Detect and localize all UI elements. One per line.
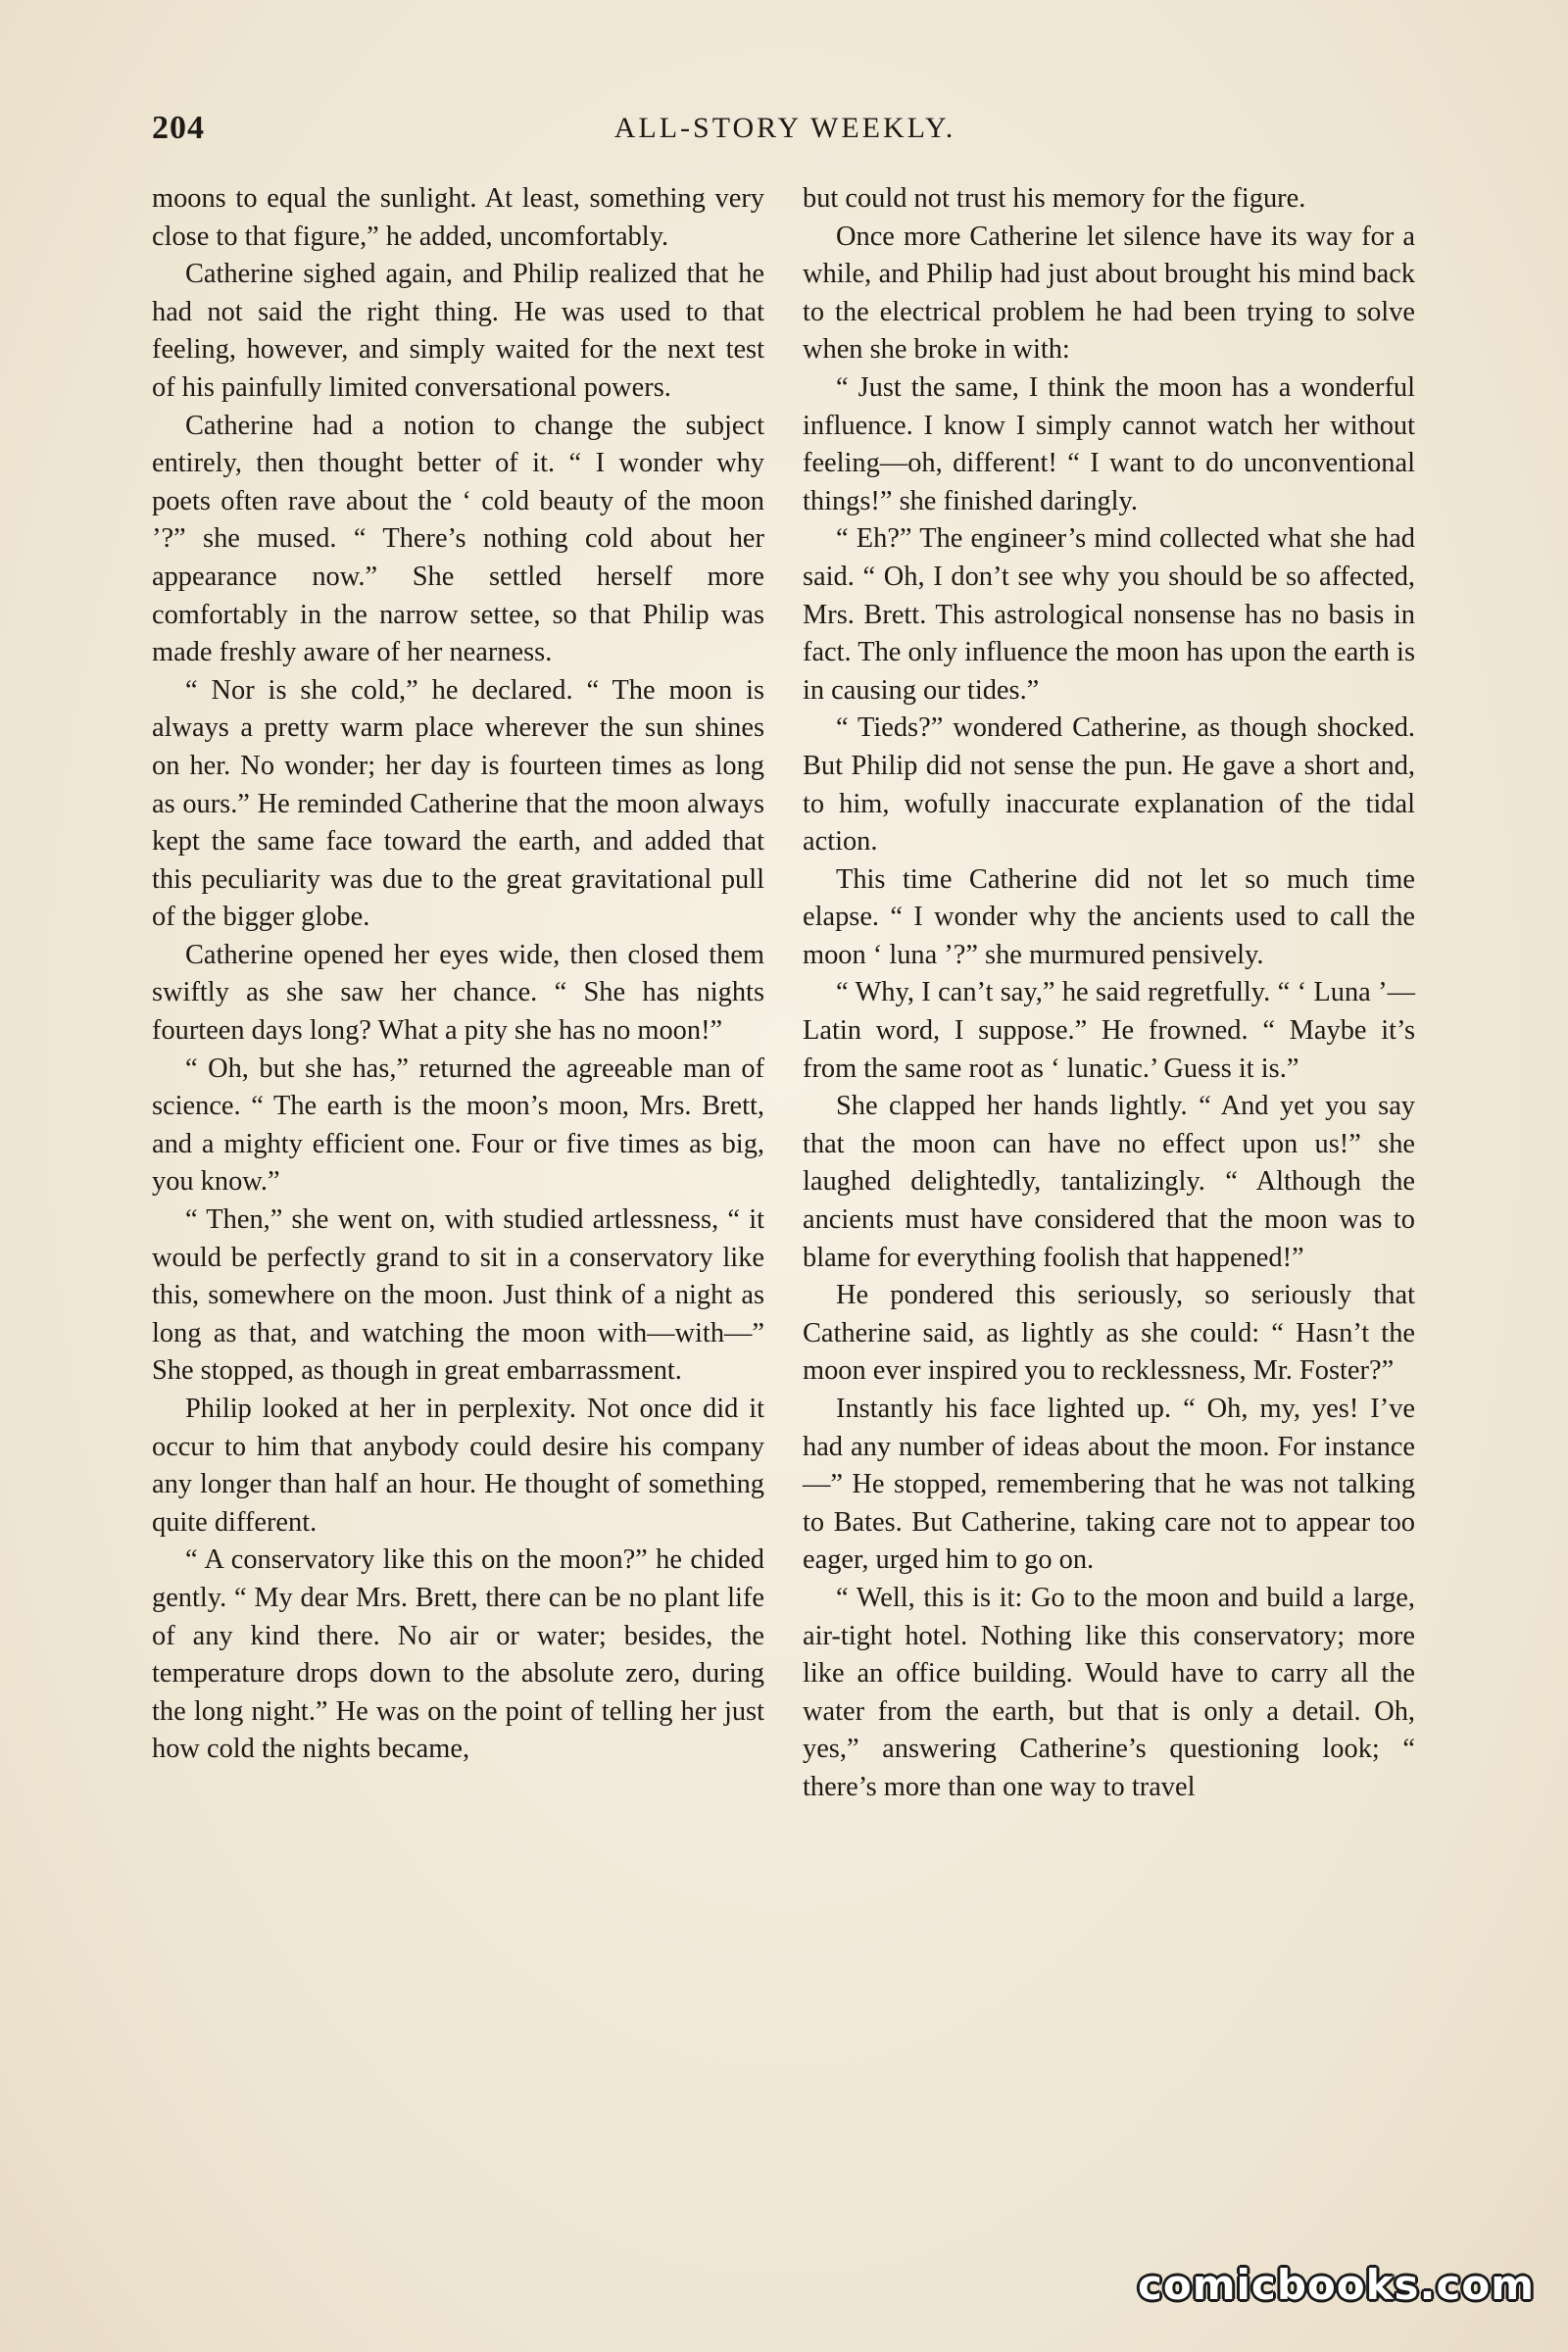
paragraph: “ Tieds?” wondered Catherine, as though shocked. But Philip did not sense the pun. He gave a short and, to him, wofully inaccurate explanation of the tidal action.: [803, 712, 1415, 858]
watermark: comicbooks.com: [1138, 2261, 1535, 2309]
paragraph: “ Nor is she cold,” he declared. “ The moon is always a pretty warm place wherever the sun shines on her. No wonder; her day is fourteen times as long as ours.” He reminded Catherine that the moon always kept the same face toward the earth, and added that this peculiarity was due to the great gravitational pull of the bigger globe.: [152, 674, 764, 933]
paragraph: Once more Catherine let silence have its way for a while, and Philip had just about brought his mind back to the electrical problem he had been trying to solve when she broke in with:: [803, 220, 1415, 366]
paragraph: She clapped her hands lightly. “ And yet you say that the moon can have no effect upon us!” she laughed delightedly, tantalizingly. “ Although the ancients must have considered that the moon was to blame for everything foolish that happened!”: [803, 1091, 1415, 1273]
paragraph: “ Oh, but she has,” returned the agreeable man of science. “ The earth is the moon’s moon, Mrs. Brett, and a mighty efficient one. Four or five times as big, you know.”: [152, 1053, 764, 1198]
left-column: [152, 180, 764, 1769]
paragraph: Philip looked at her in perplexity. Not once did it occur to him that anybody could desire his company any longer than half an hour. He thought of something quite different.: [152, 1394, 764, 1538]
paragraph: “ Then,” she went on, with studied artlessness, “ it would be perfectly grand to sit in a conservatory like this, somewhere on the moon. Just think of a night as long as that, and watching the moon with—with—” She stopped, as though in great embarrassment.: [152, 1204, 764, 1387]
paragraph: “ Just the same, I think the moon has a wonderful influence. I know I simply cannot watch her without feeling—oh, different! “ I want to do unconventional things!” she finished daringly.: [803, 371, 1415, 516]
paragraph: This time Catherine did not let so much time elapse. “ I wonder why the ancients used to call the moon ‘ luna ’?” she murmured pensively.: [803, 863, 1415, 970]
right-column: [803, 180, 1415, 1807]
paragraph: Catherine sighed again, and Philip realized that he had not said the right thing. He was used to that feeling, however, and simply waited for the next test of his painfully limited conversational powers.: [152, 259, 764, 403]
paragraph: Catherine had a notion to change the subject entirely, then thought better of it. “ I wonder why poets often rave about the ‘ cold beauty of the moon ’?” she mused. “ There’s nothing cold about her appearance now.” She settled herself more comfortably in the narrow settee, so that Philip was made freshly aware of her nearness.: [152, 410, 764, 668]
paragraph: moons to equal the sunlight. At least, something very close to that figure,” he added, uncomfortably.: [152, 183, 764, 252]
paragraph: but could not trust his memory for the figure.: [803, 183, 1306, 214]
paragraph: “ A conservatory like this on the moon?” he chided gently. “ My dear Mrs. Brett, there can be no plant life of any kind there. No air or water; besides, the temperature drops down to the absolute zero, during the long night.” He was on the point of telling her just how cold the nights became,: [152, 1544, 764, 1765]
paragraph: Catherine opened her eyes wide, then closed them swiftly as she saw her chance. “ She has nights fourteen days long? What a pity she has no moon!”: [152, 939, 764, 1047]
paragraph: “ Eh?” The engineer’s mind collected what she had said. “ Oh, I don’t see why you should be so affected, Mrs. Brett. This astrological nonsense has no basis in fact. The only influence the moon has upon the earth is in causing our tides.”: [803, 523, 1415, 706]
page-number: 204: [152, 110, 205, 146]
paragraph: “ Well, this is it: Go to the moon and build a large, air-tight hotel. Nothing like this conservatory; more like an office building. Would have to carry all the water from the earth, but that is only a detail. Oh, yes,” answering Catherine’s questioning look; “ there’s more than one way to travel: [803, 1582, 1415, 1802]
paragraph: He pondered this seriously, so seriously that Catherine said, as lightly as she could: “ Hasn’t the moon ever inspired you to recklessness, Mr. Foster?”: [803, 1280, 1415, 1387]
paragraph: Instantly his face lighted up. “ Oh, my, yes! I’ve had any number of ideas about the moon. For instance—” He stopped, remembering that he was not talking to Bates. But Catherine, taking care not to appear too eager, urged him to go on.: [803, 1394, 1415, 1576]
running-head: ALL-STORY WEEKLY.: [613, 112, 956, 144]
page-header: [152, 110, 1418, 159]
paragraph: “ Why, I can’t say,” he said regretfully. “ ‘ Luna ’—Latin word, I suppose.” He frowned. “ Maybe it’s from the same root as ‘ lunatic.’ Guess it is.”: [803, 977, 1415, 1084]
